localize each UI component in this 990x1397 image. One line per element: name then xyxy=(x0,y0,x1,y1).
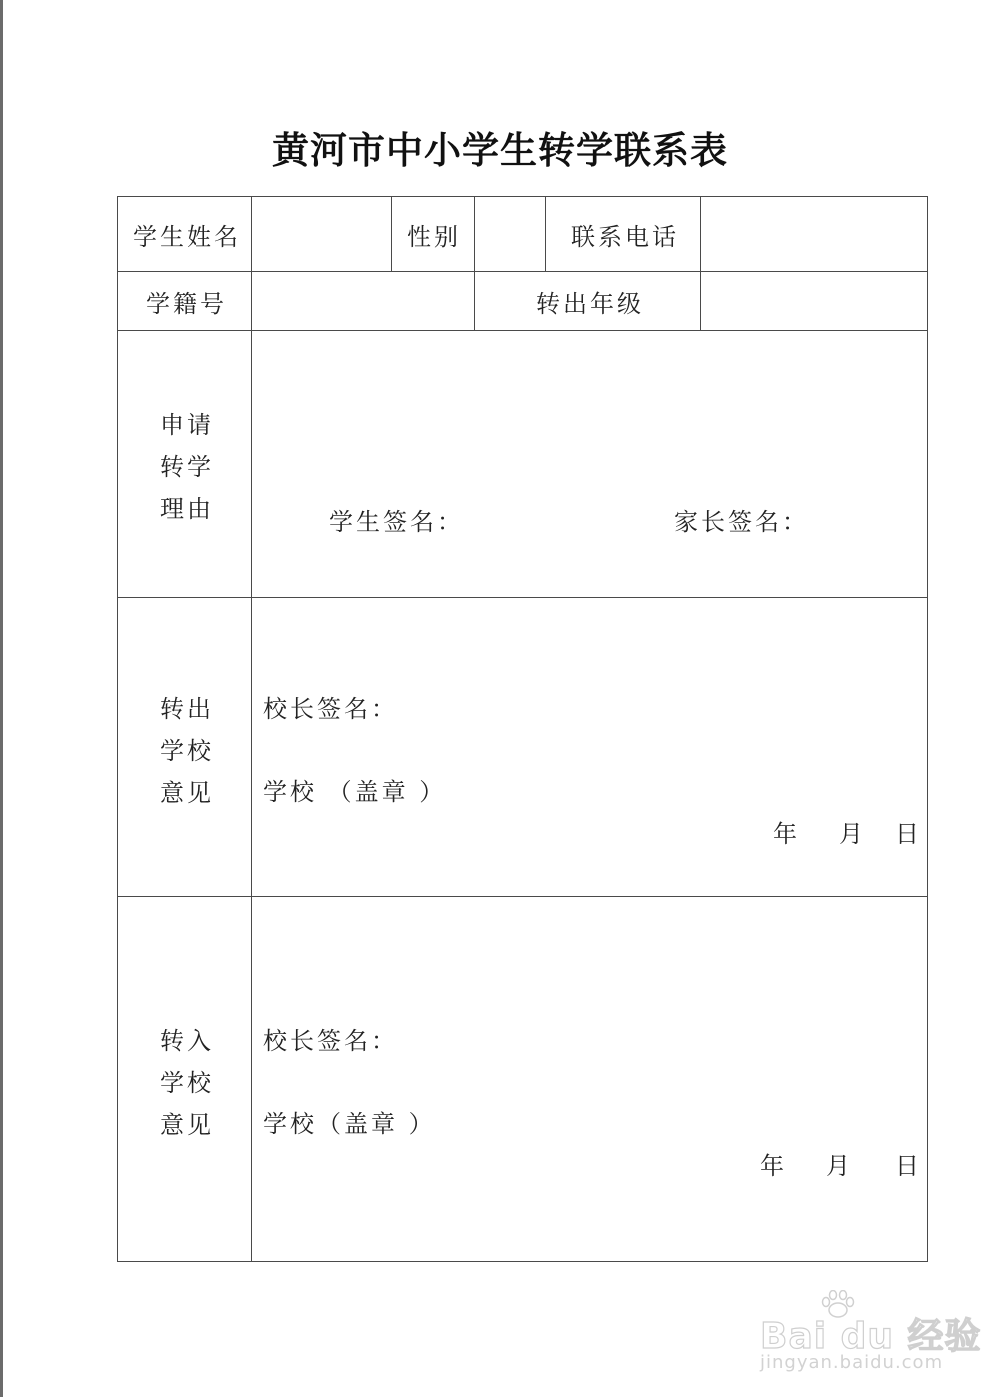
in-school-seal-label: 学校（盖章 ） xyxy=(263,1110,436,1138)
student-signature-label: 学生签名： xyxy=(329,508,464,536)
in-school-label-line: 意见 xyxy=(160,1111,214,1139)
parent-signature-label: 家长签名： xyxy=(674,508,809,536)
out-school-label-line: 转出 xyxy=(160,695,214,723)
out-principal-signature-label: 校长签名： xyxy=(263,695,398,723)
table-line xyxy=(117,330,928,331)
table-line xyxy=(251,196,252,1262)
table-line xyxy=(927,196,928,1262)
out-school-label-line: 意见 xyxy=(160,779,214,807)
out-school-label xyxy=(160,688,230,814)
out-school-label-line: 学校 xyxy=(160,737,214,765)
in-date-year: 年 xyxy=(760,1152,787,1180)
in-date-day: 日 xyxy=(895,1152,922,1180)
reason-label-line: 转学 xyxy=(160,453,214,481)
table-line xyxy=(117,597,928,598)
baidu-jingyan-watermark xyxy=(760,1290,982,1380)
student-name-label: 学生姓名 xyxy=(133,223,241,251)
phone-label: 联系电话 xyxy=(571,223,679,251)
reason-label-line: 理由 xyxy=(160,495,214,523)
table-line xyxy=(474,196,475,330)
in-school-label-line: 转入 xyxy=(160,1027,214,1055)
table-line xyxy=(117,896,928,897)
out-date-month: 月 xyxy=(839,820,866,848)
reason-label-line: 申请 xyxy=(160,411,214,439)
table-line xyxy=(700,196,701,330)
in-school-label xyxy=(160,1020,230,1146)
out-school-seal-label: 学校 （盖章 ） xyxy=(263,778,447,806)
in-date-month: 月 xyxy=(826,1152,853,1180)
table-line xyxy=(117,196,928,197)
table-line xyxy=(545,196,546,271)
in-principal-signature-label: 校长签名： xyxy=(263,1027,398,1055)
watermark-url: jingyan.baidu.com xyxy=(760,1352,944,1373)
table-line xyxy=(117,1261,928,1262)
out-date-year: 年 xyxy=(773,820,800,848)
gender-label: 性别 xyxy=(407,223,461,251)
table-line xyxy=(391,196,392,271)
in-school-label-line: 学校 xyxy=(160,1069,214,1097)
form-title: 黄河市中小学生转学联系表 xyxy=(272,128,728,172)
table-line xyxy=(117,271,928,272)
out-date-day: 日 xyxy=(895,820,922,848)
table-line xyxy=(117,196,118,1262)
reason-label xyxy=(160,404,230,530)
page-left-border xyxy=(0,0,3,1397)
student-id-label: 学籍号 xyxy=(146,290,227,318)
watermark-logo: Bai du 经验 xyxy=(760,1316,982,1357)
out-grade-label: 转出年级 xyxy=(536,290,644,318)
